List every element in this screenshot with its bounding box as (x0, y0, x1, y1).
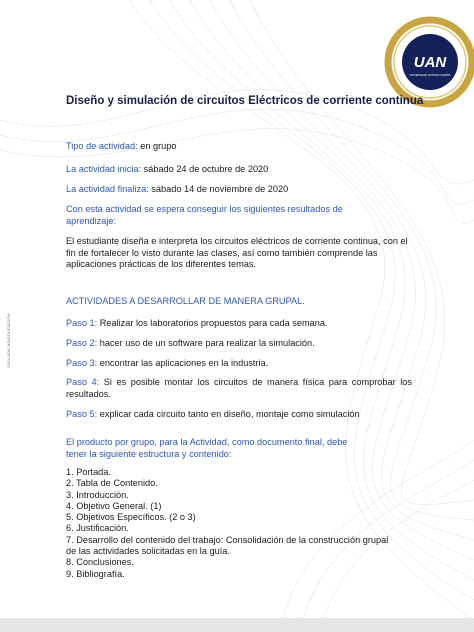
objective-body: El estudiante diseña e interpreta los circuitos eléctricos de corriente continua, con el fin de fortalecer lo visto durante las clases, así como también comprende las aplicaciones prácticas de los diferentes temas. (66, 236, 408, 269)
step-3-label: Paso 3: (66, 358, 98, 368)
activity-type-value: en grupo (137, 141, 177, 151)
svg-text:UAN: UAN (413, 54, 447, 71)
step-5-text: explicar cada circuito tanto en diseño, montaje como simulación (97, 409, 360, 419)
list-item: 3. Introducción. (66, 489, 129, 500)
activity-start-label: La actividad inicia: (66, 164, 142, 174)
activity-type-line (66, 140, 177, 152)
list-item: 6. Justificación. (66, 523, 129, 534)
activity-end-line (66, 183, 288, 195)
step-5-label: Paso 5: (66, 409, 98, 419)
activity-type-label: Tipo de actividad: (66, 141, 138, 151)
objective-intro: Con esta actividad se espera conseguir los siguientes resultados de aprendizaje: (66, 204, 343, 226)
activity-start-value: sábado 24 de octubre de 2020 (141, 164, 269, 174)
document-structure-list (66, 467, 396, 580)
step-5 (66, 408, 360, 420)
list-item: 2. Tabla de Contenido. (66, 478, 158, 489)
bottom-bar (0, 618, 474, 632)
step-2 (66, 337, 315, 349)
step-3-text: encontrar las aplicaciones en la industria. (97, 358, 269, 368)
step-2-label: Paso 2: (66, 338, 98, 348)
step-1-label: Paso 1: (66, 318, 98, 328)
step-1 (66, 317, 327, 329)
activities-heading: ACTIVIDADES A DESARROLLAR DE MANERA GRUPAL. (66, 296, 305, 306)
list-item: 1. Portada. (66, 467, 111, 477)
vigilada-vertical-text: VIGILADA MINEDUCACIÓN (6, 313, 11, 368)
list-item: 5. Objetivos Específicos. (2 o 3) (66, 512, 196, 523)
step-2-text: hacer uso de un software para realizar la simulación. (97, 338, 315, 348)
document-title: Diseño y simulación de circuitos Eléctricos de corriente continua (66, 95, 424, 107)
list-item: 9. Bibliografía. (66, 568, 125, 579)
step-4 (66, 377, 412, 400)
activity-end-value: sábado 14 de noviembre de 2020 (148, 184, 289, 194)
step-1-text: Realizar los laboratorios propuestos para cada semana. (97, 318, 328, 328)
product-intro: El producto por grupo, para la Actividad, como documento final, debe tener la siguiente estructura y contenido: (66, 437, 348, 459)
step-3 (66, 357, 268, 369)
step-4-text: Si es posible montar los circuitos de manera física para comprobar los resultados. (66, 377, 413, 399)
activity-start-line (66, 163, 268, 175)
list-item: 7. Desarrollo del contenido del trabajo: Consolidación de la construcción grupal de las actividades solicitadas en la guía. (66, 534, 389, 557)
activity-end-label: La actividad finaliza: (66, 184, 149, 194)
svg-text:UNIVERSIDAD ANTONIO NARIÑO: UNIVERSIDAD ANTONIO NARIÑO (409, 74, 451, 77)
list-item: 8. Conclusiones. (66, 557, 134, 568)
list-item: 4. Objetivo General. (1) (66, 500, 162, 511)
step-4-label: Paso 4: (66, 377, 100, 387)
